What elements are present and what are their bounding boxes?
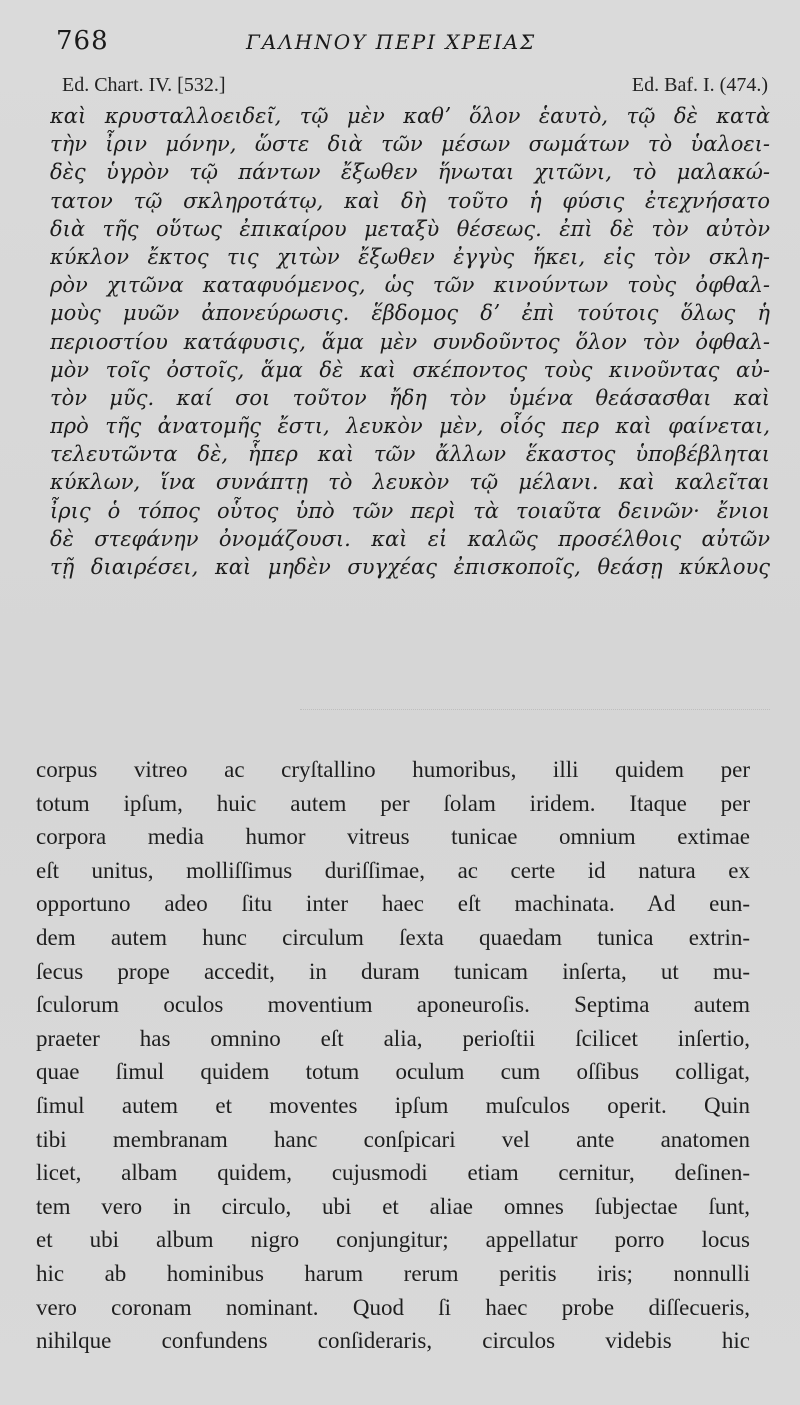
running-title: ΓΑΛΗΝΟΥ ΠΕΡΙ ΧΡΕΙΑΣ xyxy=(246,30,537,54)
latin-line: eſt unitus, molliſſimus duriſſimae, ac certe id natura ex xyxy=(36,857,750,883)
latin-line: vero coronam nominant. Quod ſi haec probe diſſecueris, xyxy=(36,1294,750,1320)
latin-line: opportuno adeo ſitu inter haec eſt machinata. Ad eun- xyxy=(36,891,750,917)
greek-line: δὲς ὑγρὸν τῷ πάντων ἔξωθεν ἥνωται χιτῶνι, τὸ μαλακώ- xyxy=(50,160,770,185)
greek-line: περιοστίου κατάφυσις, ἅμα μὲν συνδοῦντος ὅλον τὸν ὀφθαλ- xyxy=(50,329,770,354)
latin-line: totum ipſum, huic autem per ſolam iridem. Itaque per xyxy=(36,790,750,816)
greek-line: μὸν τοῖς ὀστοῖς, ἅμα δὲ καὶ σκέποντος τοὺς κινοῦντας αὐ- xyxy=(50,357,770,382)
latin-line: corpus vitreo ac cryſtallino humoribus, illi quidem per xyxy=(36,757,750,782)
greek-line: τελευτῶντα δὲ, ἧπερ καὶ τῶν ἄλλων ἕκαστος ὑποβέβληται xyxy=(50,442,770,467)
edition-reference-line xyxy=(62,74,768,100)
greek-line: καὶ κρυσταλλοειδεῖ, τῷ μὲν καθʼ ὅλον ἑαυτὸ, τῷ δὲ κατὰ xyxy=(50,104,770,128)
latin-line: ſecus prope accedit, in duram tunicam inſerta, ut mu- xyxy=(36,958,750,984)
edition-chartier-reference: Ed. Chart. IV. [532.] xyxy=(62,74,226,96)
greek-line: τὸν μῦς. καί σοι τοῦτον ἤδη τὸν ὑμένα θεάσασθαι καὶ xyxy=(50,385,770,410)
edition-basel-reference: Ed. Baf. I. (474.) xyxy=(631,74,768,96)
show-through-text xyxy=(300,693,770,710)
greek-line: τῇ διαιρέσει, καὶ μηδὲν συγχέας ἐπισκοποῖς, θεάσῃ κύκλους xyxy=(50,555,770,579)
greek-line: μοὺς μυῶν ἀπονεύρωσις. ἕβδομος δʼ ἐπὶ τούτοις ὅλως ἡ xyxy=(50,301,770,326)
latin-line: praeter has omnino eſt alia, perioſtii ſcilicet inſertio, xyxy=(36,1025,750,1051)
latin-line: dem autem hunc circulum ſexta quaedam tunica extrin- xyxy=(36,924,750,950)
latin-line: corpora media humor vitreus tunicae omnium extimae xyxy=(36,824,750,850)
running-head xyxy=(56,26,768,60)
greek-line: τὴν ἶριν μόνην, ὥστε διὰ τῶν μέσων σωμάτων τὸ ὑαλοει- xyxy=(50,132,770,157)
latin-line: ſimul autem et moventes ipſum muſculos operit. Quin xyxy=(36,1092,750,1118)
greek-line: τατον τῷ σκληροτάτῳ, καὶ δὴ τοῦτο ἡ φύσις ἐτεχνήσατο xyxy=(50,188,770,213)
greek-line: πρὸ τῆς ἀνατομῆς ἔστι, λευκὸν μὲν, οἷός περ καὶ φαίνεται, xyxy=(50,414,770,439)
latin-line: quae ſimul quidem totum oculum cum oſſibus colligat, xyxy=(36,1059,750,1085)
greek-line: ρὸν χιτῶνα καταφυόμενος, ὡς τῶν κινούντων τοὺς ὀφθαλ- xyxy=(50,273,770,298)
latin-line: ſculorum oculos moventium aponeuroſis. Septima autem xyxy=(36,992,750,1018)
greek-line: διὰ τῆς οὕτως ἐπικαίρου μεταξὺ θέσεως. ἐπὶ δὲ τὸν αὐτὸν xyxy=(50,216,770,241)
latin-line: hic ab hominibus harum rerum peritis iris; nonnulli xyxy=(36,1260,750,1286)
latin-line: tem vero in circulo, ubi et aliae omnes ſubjectae ſunt, xyxy=(36,1193,750,1219)
greek-line: ἶρις ὁ τόπος οὗτος ὑπὸ τῶν περὶ τὰ τοιαῦτα δεινῶν· ἔνιοι xyxy=(50,498,770,523)
latin-line: nihilque confundens conſideraris, circulos videbis hic xyxy=(36,1328,750,1354)
greek-line: δὲ στεφάνην ὀνομάζουσι. καὶ εἰ καλῶς προσέλθοις αὐτῶν xyxy=(50,526,770,551)
latin-line: et ubi album nigro conjungitur; appellatur porro locus xyxy=(36,1227,750,1253)
latin-text-block xyxy=(36,753,750,1358)
greek-line: κύκλον ἔκτος τις χιτὼν ἔξωθεν ἐγγὺς ἥκει, εἰς τὸν σκλη- xyxy=(50,244,770,269)
latin-line: tibi membranam hanc conſpicari vel ante anatomen xyxy=(36,1126,750,1152)
page-number: 768 xyxy=(56,26,109,56)
greek-text-block xyxy=(50,102,770,581)
greek-line: κύκλων, ἵνα συνάπτῃ τὸ λευκὸν τῷ μέλανι. καὶ καλεῖται xyxy=(50,470,770,495)
latin-line: licet, albam quidem, cujusmodi etiam cernitur, deſinen- xyxy=(36,1160,750,1186)
